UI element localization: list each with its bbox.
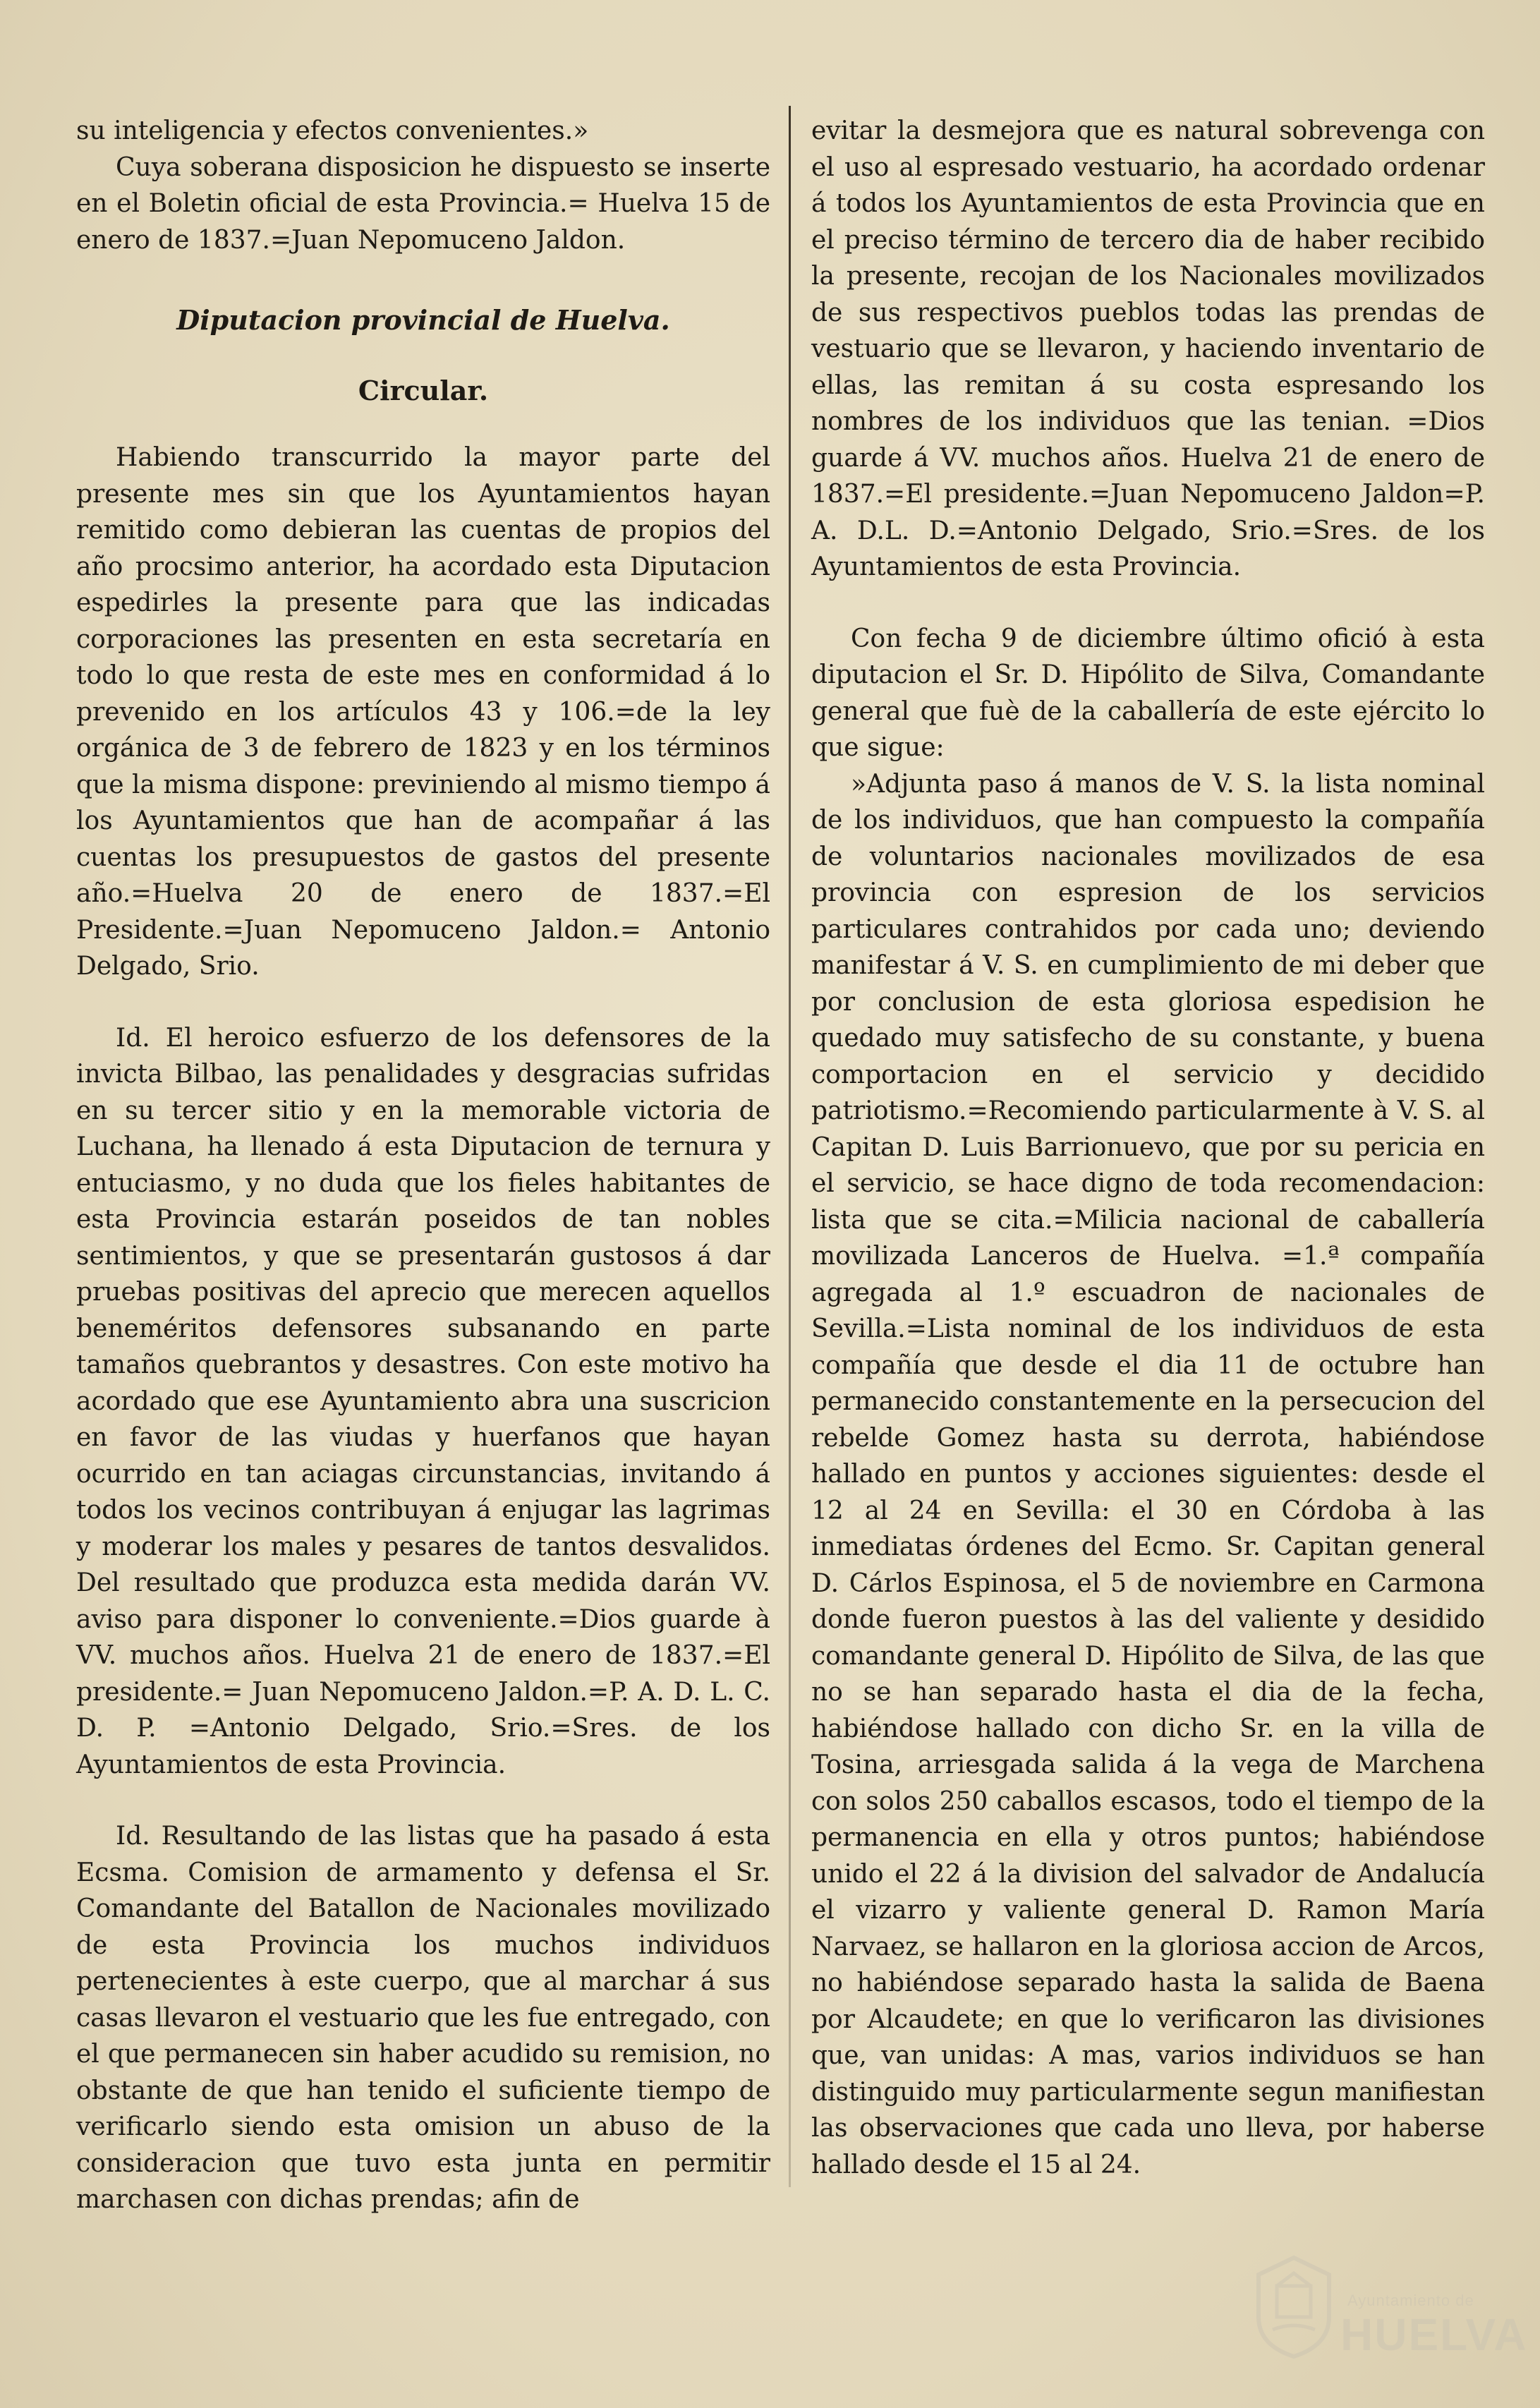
paragraph-bilbao-suscricion: Id. El heroico esfuerzo de los defensores de la invicta Bilbao, las penalidades y desgracias sufridas en su tercer sitio y en la memorable victoria de Luchana, ha llenado á esta Diputacion de ternura y entuciasmo, y no duda que los fieles habitantes de esta Provincia estarán poseidos de tan nobles sentimientos, y que se presentarán gustosos á dar pruebas positivas del aprecio que merecen aquellos beneméritos defensores subsanando en parte tamaños quebrantos y desastres. Con este motivo ha acordado que ese Ayuntamiento abra una suscricion en favor de las viudas y huerfanos que hayan ocurrido en tan aciagas circunstancias, invitando á todos los vecinos contribuyan á enjugar las lagrimas y moderar los males y pesares de tantos desvalidos. Del resultado que produzca esta medida darán VV. aviso para disponer lo conveniente.=Dios guarde à VV. muchos años. Huelva 21 de enero de 1837.=El presidente.= Juan Nepomuceno Jaldon.=P. A. D. L. C. D. P. =Antonio Delgado, Srio.=Sres. de los Ayuntamientos de esta Provincia.: [76, 1023, 770, 1779]
ayuntamiento-watermark: [1242, 2251, 1528, 2392]
paragraph-oficio-silva: Con fecha 9 de diciembre último ofició à esta diputacion el Sr. D. Hipólito de Silva, Comandante general que fuè de la caballería de este ejército lo que sigue:: [811, 624, 1485, 762]
right-column: [811, 113, 1485, 2183]
column-divider: [789, 106, 791, 2187]
paragraph-insert-order: Cuya soberana disposicion he dispuesto se inserte en el Boletin oficial de esta Provincia.= Huelva 15 de enero de 1837.=Juan Nepomuceno Jaldon.: [76, 152, 770, 255]
paragraph-vestuario-start: Id. Resultando de las listas que ha pasado á esta Ecsma. Comision de armamento y defensa el Sr. Comandante del Batallon de Nacionales movilizado de esta Provincia los muchos individuos pertenecientes à este cuerpo, que al marchar á sus casas llevaron el vestuario que les fue entregado, con el que permanecen sin haber acudido su remision, no obstante de que han tenido el suficiente tiempo de verificarlo siendo esta omision un abuso de la consideracion que tuvo esta junta en permitir marchasen con dichas prendas; afin de: [76, 1822, 770, 2214]
section-heading-diputacion: Diputacion provincial de Huelva.: [176, 304, 670, 336]
watermark-line2: HUELVA: [1340, 2309, 1528, 2360]
paragraph-lista-nominal: »Adjunta paso á manos de V. S. la lista nominal de los individuos, que han compuesto la compañía de voluntarios nacionales movilizados de esa provincia con espresion de los servicios particulares contrahidos por cada uno; deviendo manifestar á V. S. en cumplimiento de mi deber que por conclusion de esta gloriosa espedision he quedado muy satisfecho de su constante, y buena comportacion en el servicio y decidido patriotismo.=Recomiendo particularmente à V. S. al Capitan D. Luis Barrionuevo, que por su pericia en el servicio, se hace digno de toda recomendacion: lista que se cita.=Milicia nacional de caballería movilizada Lanceros de Huelva. =1.ª compañía agregada al 1.º escuadron de nacionales de Sevilla.=Lista nominal de los individuos de esta compañía que desde el dia 11 de octubre han permanecido constantemente en la persecucion del rebelde Gomez hasta su derrota, habiéndose hallado en puntos y acciones siguientes: desde el 12 al 24 en Sevilla: el 30 en Córdoba à las inmediatas órdenes del Ecmo. Sr. Capitan general D. Cárlos Espinosa, el 5 de noviembre en Carmona donde fueron puestos à las del valiente y desidido comandante general D. Hipólito de Silva, de las que no se han separado hasta el dia de la fecha, habiéndose hallado con dicho Sr. en la villa de Tosina, arriesgada salida á la vega de Marchena con solos 250 caballos escasos, todo el tiempo de la permanencia en ella y otros puntos; habiéndose unido el 22 á la division del salvador de Andalucía el vizarro y valiente general D. Ramon María Narvaez, se hallaron en la gloriosa accion de Arcos, no habiéndose separado hasta la salida de Baena por Alcaudete; en que lo verificaron las divisiones que, van unidas: A mas, varios individuos se han distinguido muy particularmente segun manifiestan las observaciones que cada uno lleva, por haberse hallado desde el 15 al 24.: [811, 769, 1485, 2179]
paragraph-continuation: su inteligencia y efectos convenientes.»: [76, 116, 589, 145]
section-heading-circular: Circular.: [358, 374, 489, 406]
watermark-line1: Ayuntamiento de: [1347, 2292, 1474, 2309]
paragraph-vestuario-end: evitar la desmejora que es natural sobrevenga con el uso al espresado vestuario, ha acordado ordenar á todos los Ayuntamientos de esta Provincia que en el preciso término de tercero dia de haber recibido la presente, recojan de los Nacionales movilizados de sus respectivos pueblos todas las prendas de vestuario que se llevaron, y haciendo inventario de ellas, las remitan á su costa espresando los nombres de los individuos que las tenian. =Dios guarde á VV. muchos años. Huelva 21 de enero de 1837.=El presidente.=Juan Nepomuceno Jaldon=P. A. D.L. D.=Antonio Delgado, Srio.=Sres. de los Ayuntamientos de esta Provincia.: [811, 116, 1485, 581]
left-column: [76, 113, 770, 2218]
city-shield-icon: [1251, 2253, 1336, 2359]
paragraph-circular-cuentas: Habiendo transcurrido la mayor parte del presente mes sin que los Ayuntamientos hayan remitido como debieran las cuentas de propios del año procsimo anterior, ha acordado esta Diputacion espedirles la presente para que las indicadas corporaciones las presenten en esta secretaría en todo lo que resta de este mes en conformidad á lo prevenido en los artículos 43 y 106.=de la ley orgánica de 3 de febrero de 1823 y en los términos que la misma dispone: previniendo al mismo tiempo á los Ayuntamientos que han de acompañar á las cuentas los presupuestos de gastos del presente año.=Huelva 20 de enero de 1837.=El Presidente.=Juan Nepomuceno Jaldon.= Antonio Delgado, Srio.: [76, 443, 770, 981]
